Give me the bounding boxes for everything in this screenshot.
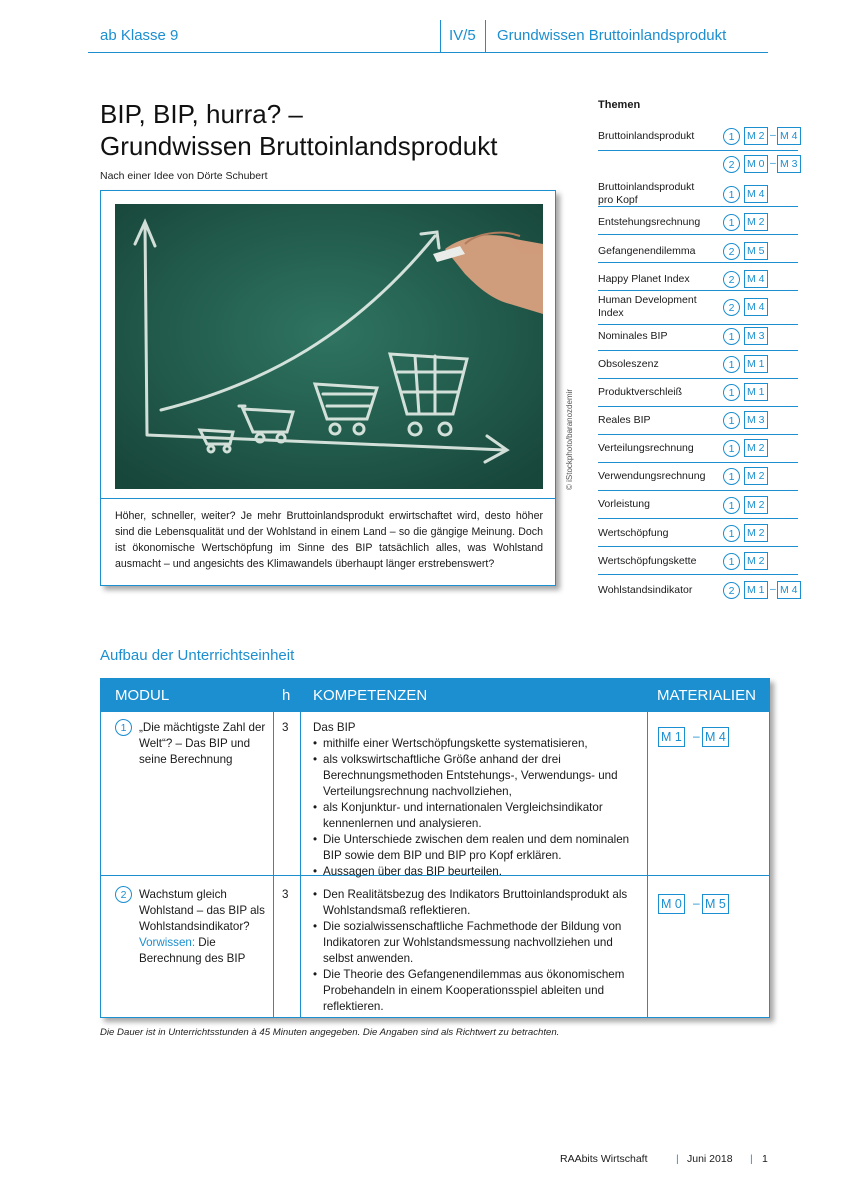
modul-hours: 3 xyxy=(282,721,289,734)
title-line-2: Grundwissen Bruttoinlandsprodukt xyxy=(100,131,498,161)
themen-row-divider xyxy=(598,490,798,491)
kompetenz-item: • als volkswirtschaftliche Größe anhand der drei Berechnungsmethoden Entstehungs-, Verwendungs- und Verteilungsrechnung nachvollziehen, xyxy=(323,752,641,800)
modul-hours: 3 xyxy=(282,888,289,901)
footnote: Die Dauer ist in Unterrichtsstunden à 45 Minuten angegeben. Die Angaben sind als Richtwert zu betrachten. xyxy=(100,1027,560,1038)
unit-number-badge: 2 xyxy=(723,299,740,316)
unit-number-badge: 1 xyxy=(723,525,740,542)
themen-label: Wertschöpfungskette xyxy=(598,555,697,567)
vorwissen-text: Die Berechnung des BIP xyxy=(139,936,246,965)
header-hours: h xyxy=(282,687,291,704)
themen-label: Human Development Index xyxy=(598,294,697,319)
themen-label: Verteilungsrechnung xyxy=(598,442,694,454)
material-ref: M 2 xyxy=(744,127,768,145)
material-ref: M 3 xyxy=(777,155,801,173)
unit-number-badge: 1 xyxy=(723,553,740,570)
vorwissen xyxy=(139,935,267,967)
kompetenz-item: • Die sozialwissenschaftliche Fachmethode der Bildung von Indikatoren zur Wohlstandsmessung nachvollziehen und selbst anwenden. xyxy=(323,919,641,967)
footer-separator: | xyxy=(676,1153,679,1165)
header-topic: Grundwissen Bruttoinlandsprodukt xyxy=(497,27,727,44)
material-ref: M 4 xyxy=(777,127,801,145)
unit-table xyxy=(100,678,770,1018)
unit-number-badge: 1 xyxy=(115,719,132,736)
material-range-dash: – xyxy=(693,896,700,910)
footer-publication: RAAbits Wirtschaft xyxy=(560,1153,648,1165)
unit-number-badge: 1 xyxy=(723,412,740,429)
material-ref: M 4 xyxy=(744,185,768,203)
themen-label: Vorleistung xyxy=(598,498,650,510)
material-ref: M 2 xyxy=(744,467,768,485)
themen-row-divider xyxy=(598,434,798,435)
unit-number-badge: 2 xyxy=(115,886,132,903)
material-ref: M 2 xyxy=(744,496,768,514)
section-title: Aufbau der Unterrichtseinheit xyxy=(100,647,295,664)
header-kompetenzen: KOMPETENZEN xyxy=(313,687,428,704)
material-from: M 1 xyxy=(658,727,685,747)
vorwissen-label: Vorwissen: xyxy=(139,936,196,949)
themen-row-divider xyxy=(598,406,798,407)
header-separator xyxy=(485,20,486,52)
unit-number-badge: 1 xyxy=(723,497,740,514)
material-range-dash: – xyxy=(770,583,776,595)
unit-number-badge: 1 xyxy=(723,328,740,345)
footer-separator: | xyxy=(750,1153,753,1165)
themen-label: Wertschöpfung xyxy=(598,527,669,539)
unit-number-badge: 2 xyxy=(723,243,740,260)
unit-number-badge: 1 xyxy=(723,186,740,203)
material-ref: M 2 xyxy=(744,524,768,542)
themen-row-divider xyxy=(598,378,798,379)
material-ref: M 4 xyxy=(744,298,768,316)
material-ref: M 1 xyxy=(744,355,768,373)
themen-row-divider xyxy=(598,546,798,547)
kompetenz-item: • Die Theorie des Gefangenendilemmas aus ökonomischem Probehandeln in einem Kooperationsspiel ableiten und reflektieren. xyxy=(323,967,641,1015)
themen-label: Entstehungsrechnung xyxy=(598,216,701,228)
footer-date: Juni 2018 xyxy=(687,1153,733,1165)
material-ref: M 0 xyxy=(744,155,768,173)
modul-title: Wachstum gleich Wohlstand – das BIP als Wohlstandsindikator? xyxy=(139,888,265,933)
header-section: IV/5 xyxy=(449,27,476,44)
unit-number-badge: 2 xyxy=(723,156,740,173)
themen-label: Happy Planet Index xyxy=(598,273,690,285)
material-to: M 4 xyxy=(702,727,729,747)
themen-label: Produktverschleiß xyxy=(598,386,683,398)
col-divider xyxy=(273,679,274,1017)
themen-label: Wohlstandsindikator xyxy=(598,584,693,596)
header-rule xyxy=(88,52,768,53)
material-to: M 5 xyxy=(702,894,729,914)
material-ref: M 2 xyxy=(744,552,768,570)
material-from: M 0 xyxy=(658,894,685,914)
themen-heading: Themen xyxy=(598,99,641,111)
themen-row-divider xyxy=(598,462,798,463)
col-divider xyxy=(647,679,648,1017)
material-ref: M 1 xyxy=(744,383,768,401)
unit-number-badge: 1 xyxy=(723,356,740,373)
themen-label: Reales BIP xyxy=(598,414,651,426)
header-separator xyxy=(440,20,441,52)
themen-label: Nominales BIP xyxy=(598,330,668,342)
kompetenz-item: • Den Realitätsbezug des Indikators Bruttoinlandsprodukt als Wohlstandsmaß reflektieren. xyxy=(323,887,641,919)
material-ref: M 4 xyxy=(744,270,768,288)
header-materialien: MATERIALIEN xyxy=(657,687,756,704)
figure-caption: Höher, schneller, weiter? Je mehr Bruttoinlandsprodukt erwirtschaftet wird, desto höher sind die Lebensqualität und der Wohlstand in einem Land – so die gängige Meinung. Doch ist ökonomische Wertschöpfung im Sinne des BIP tatsächlich alles, was Wohlstand ausmacht – und angesichts des Klimawandels überhaupt länger erstrebenswert? xyxy=(115,510,543,570)
byline: Nach einer Idee von Dörte Schubert xyxy=(100,170,268,182)
unit-number-badge: 1 xyxy=(723,440,740,457)
themen-label: Bruttoinlandsprodukt xyxy=(598,130,695,142)
modul-cell xyxy=(139,887,267,967)
material-ref: M 2 xyxy=(744,439,768,457)
chalkboard-photo xyxy=(115,204,543,489)
col-divider xyxy=(300,679,301,1017)
unit-number-badge: 1 xyxy=(723,384,740,401)
header-modul: MODUL xyxy=(115,687,170,704)
themen-label: Bruttoinlandsprodukt pro Kopf xyxy=(598,181,695,206)
themen-row-divider xyxy=(598,350,798,351)
material-range-dash: – xyxy=(693,729,700,743)
themen-row-divider xyxy=(598,290,798,291)
unit-number-badge: 2 xyxy=(723,271,740,288)
unit-number-badge: 1 xyxy=(723,468,740,485)
page-number: 1 xyxy=(762,1153,768,1165)
themen-row-divider xyxy=(598,262,798,263)
kompetenzen-cell xyxy=(313,720,641,880)
modul-title: „Die mächtigste Zahl der Welt“? – Das BIP und seine Berechnung xyxy=(139,721,266,766)
unit-number-badge: 1 xyxy=(723,128,740,145)
header-level: ab Klasse 9 xyxy=(100,27,179,44)
themen-label: Gefangenendilemma xyxy=(598,245,696,257)
material-ref: M 1 xyxy=(744,581,768,599)
themen-row-divider xyxy=(598,574,798,575)
themen-row-divider xyxy=(598,234,798,235)
page-title xyxy=(100,98,497,162)
material-ref: M 3 xyxy=(744,327,768,345)
themen-row-divider xyxy=(598,150,798,151)
photo-credit: © iStockphoto/baranozdemir xyxy=(565,388,574,490)
kompetenzen-cell xyxy=(313,887,641,1015)
themen-label: Obsoleszenz xyxy=(598,358,659,370)
kompetenz-item: • als Konjunktur- und internationalen Vergleichsindikator kennenlernen und analysieren. xyxy=(323,800,641,832)
figure-divider xyxy=(101,498,555,499)
kompetenzen-intro: Das BIP xyxy=(313,721,356,734)
unit-number-badge: 1 xyxy=(723,214,740,231)
material-ref: M 2 xyxy=(744,213,768,231)
themen-row-divider xyxy=(598,324,798,325)
material-ref: M 3 xyxy=(744,411,768,429)
title-line-1: BIP, BIP, hurra? – xyxy=(100,99,303,129)
material-ref: M 5 xyxy=(744,242,768,260)
material-range-dash: – xyxy=(770,129,776,141)
themen-row-divider xyxy=(598,518,798,519)
kompetenz-item: • Aussagen über das BIP beurteilen. xyxy=(323,864,641,880)
material-range-dash: – xyxy=(770,157,776,169)
kompetenz-item: • mithilfe einer Wertschöpfungskette systematisieren, xyxy=(323,736,641,752)
material-ref: M 4 xyxy=(777,581,801,599)
unit-number-badge: 2 xyxy=(723,582,740,599)
kompetenz-item: • Die Unterschiede zwischen dem realen und dem nominalen BIP sowie dem BIP und BIP pro Kopf erklären. xyxy=(323,832,641,864)
themen-label: Verwendungsrechnung xyxy=(598,470,706,482)
intro-figure xyxy=(100,190,556,586)
table-header xyxy=(101,679,769,712)
